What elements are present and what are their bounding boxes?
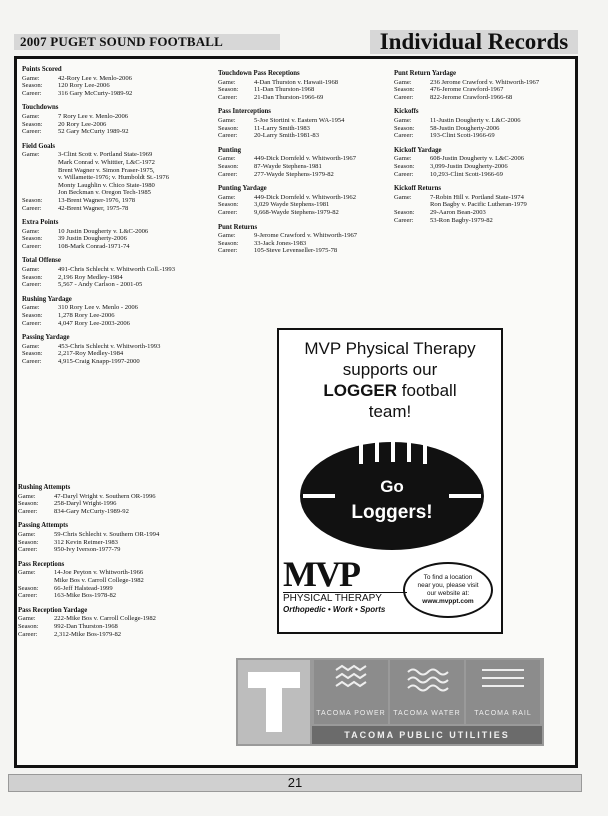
- record-row: [22, 151, 222, 159]
- record-row: [22, 197, 222, 205]
- record-row: [18, 500, 218, 508]
- record-row: [18, 546, 218, 554]
- record-value: 163-Mike Bos-1978-82: [54, 592, 117, 600]
- record-value: 7 Rory Lee v. Menlo-2006: [58, 112, 129, 120]
- record-row: [22, 159, 222, 167]
- record-value: 21-Dan Thurston-1966-69: [254, 93, 324, 101]
- record-row: [394, 171, 572, 179]
- record-value: 7-Robin Hill v. Portland State-1974: [430, 193, 524, 201]
- record-section-title: Passing Yardage: [22, 334, 70, 342]
- record-value: 66-Jeff Halstead-1999: [54, 584, 113, 592]
- record-section: [18, 561, 218, 600]
- record-label: Season:: [394, 86, 415, 94]
- record-label: Career:: [22, 128, 42, 136]
- record-label: [394, 201, 430, 209]
- record-section-title: Punt Returns: [218, 223, 258, 231]
- record-value: 193-Clint Scott-1966-69: [430, 132, 495, 140]
- t-logo-icon: [238, 660, 310, 744]
- record-label: Season:: [22, 350, 43, 358]
- record-label: Game:: [394, 116, 412, 124]
- page-footer: [8, 774, 582, 792]
- record-value: 491-Chris Schlecht v. Whitworth Coll.-1993: [58, 266, 176, 274]
- record-label: Career:: [218, 247, 238, 255]
- mvp-logo-sub: PHYSICAL THERAPY: [283, 592, 407, 604]
- record-row: [394, 209, 572, 217]
- football-icon: [299, 440, 485, 552]
- record-section: [394, 147, 572, 178]
- record-label: Game:: [22, 304, 40, 312]
- record-section-title: Touchdowns: [22, 104, 59, 112]
- record-label: Game:: [18, 569, 36, 577]
- record-section: [218, 147, 388, 178]
- record-label: Career:: [22, 204, 42, 212]
- record-label: Game:: [22, 266, 40, 274]
- record-label: Season:: [18, 538, 39, 546]
- record-label: Career:: [22, 89, 42, 97]
- record-value: 11-Justin Dougherty v. L&C-2006: [430, 116, 521, 124]
- record-row: [22, 189, 222, 197]
- rail-icon: [466, 660, 540, 700]
- record-row: [22, 243, 222, 251]
- record-value: 312 Kevin Reimer-1983: [54, 538, 118, 546]
- record-label: Season:: [218, 86, 239, 94]
- record-row: [394, 217, 572, 225]
- record-value: 20 Rory Lee-2006: [58, 120, 107, 128]
- record-row: [218, 117, 388, 125]
- record-row: [18, 623, 218, 631]
- record-row: [18, 615, 218, 623]
- record-value: 42-Rory Lee v. Menlo-2006: [58, 74, 132, 82]
- record-label: [22, 174, 58, 182]
- record-section: [218, 70, 388, 101]
- ad-line-4: team!: [368, 402, 412, 421]
- record-row: [22, 350, 222, 358]
- record-value: 3-Clint Scott v. Portland State-1969: [58, 151, 153, 159]
- record-section: [18, 484, 218, 515]
- record-label: [22, 167, 58, 175]
- record-label: Career:: [22, 358, 42, 365]
- oval-line-3: our website at:: [426, 590, 470, 597]
- record-value: 58-Justin Dougherty-2006: [430, 124, 500, 132]
- mvp-logo: [283, 556, 407, 615]
- record-value: 108-Mark Conrad-1971-74: [58, 242, 130, 250]
- record-value: Monty Laughlin v. Chico State-1980: [58, 181, 155, 189]
- record-value: 236 Jerome Crawford v. Whitworth-1967: [430, 78, 540, 86]
- record-value: Jon Beckman v. Oregon Tech-1985: [58, 189, 151, 197]
- record-label: [18, 577, 54, 585]
- tacoma-water-tile: [390, 660, 464, 724]
- ball-text-go: Go: [380, 477, 404, 496]
- record-section-title: Kickoffs: [394, 108, 419, 116]
- record-section: [22, 257, 222, 288]
- record-label: Season:: [18, 500, 39, 508]
- ball-text-loggers: Loggers!: [351, 502, 433, 523]
- record-value: 9-Jerome Crawford v. Whitworth-1967: [254, 232, 358, 240]
- record-value: 3,029 Wayde Stephens-1981: [254, 201, 330, 209]
- record-row: [18, 539, 218, 547]
- record-row: [218, 132, 388, 140]
- record-section: [218, 224, 388, 255]
- record-row: [394, 117, 572, 125]
- record-value: 105-Steve Levenseller-1975-78: [254, 247, 338, 255]
- record-label: Career:: [22, 242, 42, 250]
- record-value: Mark Conrad v. Whittier, L&C-1972: [58, 158, 155, 166]
- record-label: Season:: [394, 208, 415, 216]
- record-value: 608-Justin Dougherty v. L&C-2006: [430, 155, 525, 163]
- record-row: [218, 240, 388, 248]
- record-value: 834-Gary McCurty-1989-92: [54, 507, 129, 515]
- record-label: Game:: [18, 615, 36, 623]
- record-section-title: Extra Points: [22, 219, 59, 227]
- record-label: Season:: [394, 124, 415, 132]
- records-column-1b: [18, 484, 218, 645]
- record-value: 277-Wayde Stephens-1979-82: [254, 170, 334, 178]
- record-label: Season:: [218, 239, 239, 247]
- record-section: [22, 334, 222, 365]
- ad-line-2: supports our: [342, 360, 438, 379]
- record-label: Career:: [218, 132, 238, 140]
- records-column-1: [22, 66, 222, 373]
- record-value: 449-Dick Dornfeld v. Whitworth-1967: [254, 155, 356, 163]
- record-row: [22, 235, 222, 243]
- record-row: [218, 79, 388, 87]
- record-label: [22, 182, 58, 190]
- record-value: 13-Brent Wagner-1976, 1978: [58, 196, 136, 204]
- record-section: [22, 219, 222, 250]
- record-label: Season:: [22, 235, 43, 243]
- record-row: [218, 125, 388, 133]
- record-value: 5,567 - Andy Carlson - 2001-05: [58, 281, 143, 289]
- record-value: 20-Larry Smith-1981-83: [254, 132, 320, 140]
- tacoma-t-logo: [238, 660, 310, 744]
- record-row: [22, 82, 222, 90]
- record-label: Career:: [18, 507, 38, 515]
- record-section-title: Kickoff Returns: [394, 185, 442, 193]
- record-value: 120 Rory Lee-2006: [58, 82, 110, 90]
- record-row: [22, 266, 222, 274]
- record-row: [218, 201, 388, 209]
- ad-line-3: [279, 380, 501, 401]
- record-row: [218, 232, 388, 240]
- record-label: Career:: [218, 93, 238, 101]
- record-row: [22, 343, 222, 351]
- website-oval: [403, 562, 493, 618]
- record-value: 10 Justin Dougherty v. L&C-2006: [58, 227, 149, 235]
- record-section: [18, 522, 218, 553]
- record-label: Game:: [22, 151, 40, 159]
- record-label: Career:: [218, 208, 238, 216]
- ad-football: football: [401, 381, 457, 400]
- record-value: 222-Mike Bos v. Carroll College-1982: [54, 615, 156, 623]
- record-value: 9,668-Wayde Stephens-1979-82: [254, 208, 339, 216]
- record-row: [22, 274, 222, 282]
- record-row: [18, 508, 218, 516]
- record-label: Career:: [18, 546, 38, 554]
- record-row: [394, 201, 572, 209]
- record-section-title: Field Goals: [22, 142, 56, 150]
- record-label: Career:: [18, 630, 38, 638]
- record-label: Game:: [22, 227, 40, 235]
- record-section-title: Punt Return Yardage: [394, 70, 457, 77]
- record-section: [22, 143, 222, 212]
- record-value: 10,293-Clint Scott-1966-69: [430, 170, 503, 178]
- section-header: 2007 PUGET SOUND FOOTBALL: [14, 34, 280, 50]
- tacoma-rail-label: TACOMA RAIL: [474, 710, 532, 717]
- record-section: [394, 108, 572, 139]
- tacoma-rail-tile: [466, 660, 540, 724]
- record-value: 53-Ron Bagby-1979-82: [430, 216, 493, 224]
- record-section-title: Rushing Attempts: [18, 484, 71, 491]
- record-value: 11-Dan Thurston-1968: [254, 86, 315, 94]
- record-label: Game:: [218, 232, 236, 240]
- record-label: Game:: [22, 112, 40, 120]
- oval-line-1: To find a location: [423, 574, 473, 581]
- record-row: [218, 155, 388, 163]
- record-row: [394, 79, 572, 87]
- record-value: 822-Jerome Crawford-1966-68: [430, 93, 513, 101]
- record-value: 87-Wayde Stephens-1981: [254, 162, 322, 170]
- record-value: 2,217-Roy Medley-1984: [58, 350, 124, 358]
- record-value: 3,099-Justin Dougherty-2006: [430, 162, 508, 170]
- record-label: Career:: [18, 592, 38, 600]
- record-value: 1,278 Rory Lee-2006: [58, 312, 115, 320]
- power-icon: [314, 660, 388, 700]
- record-value: 29-Aaron Bean-2003: [430, 208, 486, 216]
- record-row: [22, 281, 222, 289]
- record-label: Career:: [22, 319, 42, 327]
- record-row: [218, 94, 388, 102]
- record-row: [394, 125, 572, 133]
- tacoma-utilities-bar: TACOMA PUBLIC UTILITIES: [312, 726, 542, 744]
- record-section: [22, 296, 222, 327]
- record-section-title: Passing Attempts: [18, 522, 69, 530]
- record-label: Career:: [394, 93, 414, 101]
- record-value: 33-Jack Jones-1983: [254, 239, 307, 247]
- record-row: [218, 171, 388, 179]
- record-label: Game:: [394, 193, 412, 201]
- record-row: [22, 128, 222, 136]
- tacoma-power-tile: [314, 660, 388, 724]
- records-column-2: [218, 70, 388, 262]
- record-row: [18, 585, 218, 593]
- record-section: [22, 104, 222, 135]
- record-label: Game:: [218, 116, 236, 124]
- record-label: Game:: [18, 530, 36, 538]
- record-row: [18, 592, 218, 600]
- record-row: [394, 86, 572, 94]
- record-section-title: Pass Interceptions: [218, 108, 271, 116]
- record-value: Brent Wagner v. Simon Fraser-1975,: [58, 166, 155, 174]
- record-label: Season:: [218, 201, 239, 209]
- record-label: Career:: [394, 216, 414, 224]
- record-row: [394, 132, 572, 140]
- record-label: [22, 189, 58, 197]
- record-row: [18, 577, 218, 585]
- record-label: Season:: [18, 584, 39, 592]
- record-section-title: Punting: [218, 146, 242, 154]
- record-row: [18, 569, 218, 577]
- record-section-title: Total Offense: [22, 257, 61, 265]
- record-row: [22, 167, 222, 175]
- record-label: Season:: [22, 196, 43, 204]
- record-row: [218, 209, 388, 217]
- record-value: 5-Joe Stortini v. Eastern WA-1954: [254, 116, 345, 124]
- record-label: Season:: [218, 124, 239, 132]
- record-value: 52 Gary McCurty 1989-92: [58, 128, 129, 136]
- record-value: 2,196 Roy Medley-1984: [58, 273, 123, 281]
- record-row: [22, 312, 222, 320]
- record-section-title: Pass Receptions: [18, 560, 65, 568]
- record-section: [394, 70, 572, 101]
- record-value: 59-Chris Schlecht v. Southern OR-1994: [54, 530, 160, 538]
- record-row: [22, 90, 222, 98]
- record-label: Game:: [218, 78, 236, 86]
- mvp-advertisement: [277, 328, 503, 634]
- tacoma-utilities-ad: [236, 658, 544, 746]
- record-label: Season:: [218, 162, 239, 170]
- record-row: [18, 493, 218, 501]
- record-row: [22, 113, 222, 121]
- mvp-logo-text: MVP: [283, 554, 359, 594]
- record-label: Career:: [394, 170, 414, 178]
- record-value: 4-Dan Thurston v. Hawaii-1968: [254, 78, 339, 86]
- record-label: Game:: [218, 193, 236, 201]
- record-section: [22, 66, 222, 97]
- record-value: 39 Justin Dougherty-2006: [58, 235, 127, 243]
- record-label: Career:: [22, 281, 42, 289]
- record-section-title: Touchdown Pass Receptions: [218, 70, 300, 77]
- ad-line-1: MVP Physical Therapy: [304, 339, 476, 358]
- record-section: [218, 108, 388, 139]
- record-row: [394, 194, 572, 202]
- record-value: 310 Rory Lee v. Menlo - 2006: [58, 304, 138, 312]
- record-value: 4,915-Craig Knapp-1997-2000: [58, 358, 140, 365]
- record-label: Season:: [22, 120, 43, 128]
- record-value: 4,047 Rory Lee-2003-2006: [58, 319, 130, 327]
- record-value: Mike Bos v. Carroll College-1982: [54, 576, 144, 584]
- record-label: Season:: [22, 312, 43, 320]
- record-label: Season:: [22, 273, 43, 281]
- record-row: [218, 247, 388, 255]
- record-value: 316 Gary McCurty-1989-92: [58, 89, 133, 97]
- record-section-title: Punting Yardage: [218, 185, 267, 193]
- record-section: [18, 607, 218, 638]
- record-section-title: Kickoff Yardage: [394, 146, 442, 154]
- page-title: Individual Records: [370, 30, 578, 54]
- page-number: 21: [287, 775, 303, 790]
- record-value: 14-Joe Peyton v. Whitworth-1966: [54, 569, 144, 577]
- oval-url[interactable]: www.mvppt.com: [422, 598, 474, 605]
- record-label: Career:: [218, 170, 238, 178]
- record-value: 11-Larry Smith-1983: [254, 124, 310, 132]
- record-value: 950-Ivy Iverson-1977-79: [54, 546, 121, 554]
- record-section: [218, 185, 388, 216]
- records-column-3: [394, 70, 572, 231]
- record-label: Game:: [394, 78, 412, 86]
- record-label: Career:: [394, 132, 414, 140]
- record-label: Season:: [18, 622, 39, 630]
- record-value: 258-Daryl Wright-1996: [54, 500, 117, 508]
- record-value: v. Willamette-1976; v. Humboldt St.-1976: [58, 174, 170, 182]
- record-row: [394, 94, 572, 102]
- record-row: [22, 320, 222, 328]
- record-value: 449-Dick Dornfeld v. Whitworth-1962: [254, 193, 356, 201]
- record-row: [218, 194, 388, 202]
- record-row: [218, 163, 388, 171]
- record-row: [22, 121, 222, 129]
- record-row: [22, 205, 222, 213]
- record-section: [394, 185, 572, 224]
- record-row: [22, 228, 222, 236]
- water-icon: [390, 660, 464, 700]
- record-label: [22, 159, 58, 167]
- record-row: [22, 174, 222, 182]
- record-label: Game:: [22, 342, 40, 350]
- record-value: 47-Daryl Wright v. Southern OR-1996: [54, 492, 156, 500]
- record-label: Game:: [22, 74, 40, 82]
- oval-line-2: near you, please visit: [417, 582, 479, 589]
- record-label: Season:: [22, 82, 43, 90]
- record-value: 42-Brent Wagner, 1975-78: [58, 204, 129, 212]
- record-row: [22, 182, 222, 190]
- record-row: [394, 155, 572, 163]
- record-row: [18, 631, 218, 639]
- record-row: [218, 86, 388, 94]
- record-value: 2,312-Mike Bos-1979-82: [54, 630, 122, 638]
- tacoma-water-label: TACOMA WATER: [393, 710, 461, 717]
- mvp-logo-tagline: Orthopedic • Work • Sports: [283, 605, 386, 614]
- record-label: Season:: [394, 162, 415, 170]
- record-label: Game:: [394, 155, 412, 163]
- record-section-title: Points Scored: [22, 66, 62, 73]
- record-row: [22, 358, 222, 366]
- record-value: Ron Bagby v. Pacific Lutheran-1979: [430, 201, 527, 209]
- record-row: [394, 163, 572, 171]
- record-label: Game:: [218, 155, 236, 163]
- ad-logger: LOGGER: [323, 381, 398, 400]
- record-row: [22, 304, 222, 312]
- record-value: 992-Dan Thurston-1968: [54, 622, 118, 630]
- tacoma-power-label: TACOMA POWER: [316, 710, 386, 717]
- record-label: Game:: [18, 492, 36, 500]
- record-row: [22, 75, 222, 83]
- record-row: [18, 531, 218, 539]
- record-value: 453-Chris Schlecht v. Whitworth-1993: [58, 342, 161, 350]
- record-section-title: Pass Reception Yardage: [18, 606, 88, 614]
- record-section-title: Rushing Yardage: [22, 295, 72, 303]
- ad-headline: [279, 338, 501, 422]
- record-value: 476-Jerome Crawford-1967: [430, 86, 504, 94]
